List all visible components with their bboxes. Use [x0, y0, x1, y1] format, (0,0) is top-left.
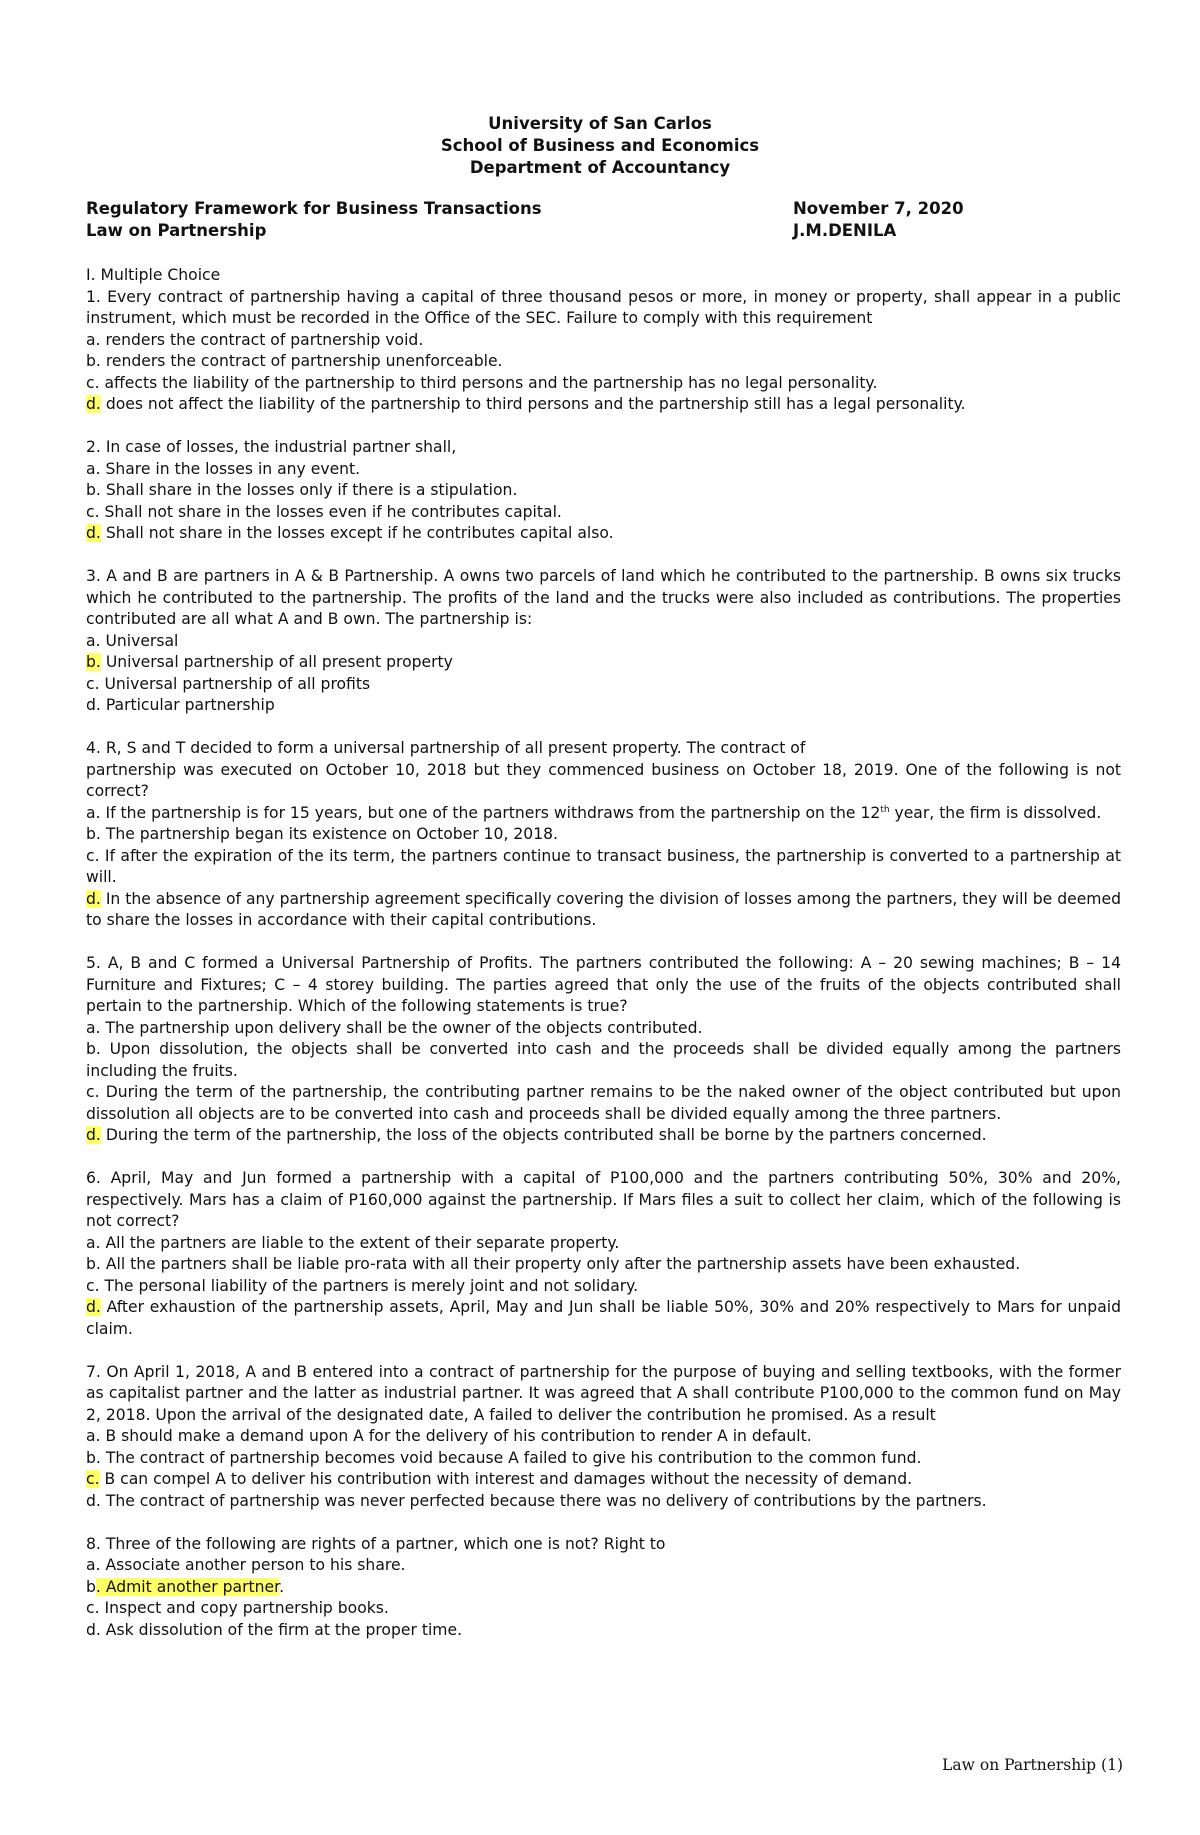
choice-b: b. renders the contract of partnership unenforceable. — [86, 352, 503, 370]
question-3 — [86, 566, 1121, 717]
question-stem-line1: 4. R, S and T decided to form a universal partnership of all present property. The contract of — [86, 739, 806, 757]
choice-b: b. Universal partnership of all present property — [86, 653, 453, 671]
choice-d: d. Shall not share in the losses except if he contributes capital also. — [86, 524, 614, 542]
school-name: School of Business and Economics — [440, 136, 760, 155]
university-name: University of San Carlos — [488, 114, 712, 133]
choice-d: d. Ask dissolution of the firm at the proper time. — [86, 1620, 463, 1639]
question-stem: 3. A and B are partners in A & B Partnership. A owns two parcels of land which he contributed to the partnership. B owns six trucks which he contributed to the partnership. The profits of the land and the trucks were also included as contributions. The properties contributed are all what A and B own. The partnership is: — [86, 567, 1121, 628]
choice-c: c. If after the expiration of the its term, the partners continue to transact business, the partnership is converted to a partnership at will. — [86, 846, 1121, 886]
department-name: Department of Accountancy — [469, 158, 731, 177]
course-topic: Law on Partnership — [86, 221, 267, 240]
document-date: November 7, 2020 — [793, 199, 964, 218]
choice-d: d. During the term of the partnership, the loss of the objects contributed shall be borne by the partners concerned. — [86, 1126, 987, 1144]
course-title: Regulatory Framework for Business Transactions — [86, 199, 542, 218]
choice-c: c. Shall not share in the losses even if he contributes capital. — [86, 502, 562, 521]
question-7 — [86, 1362, 1121, 1513]
page-footer: Law on Partnership (1) — [942, 1756, 1123, 1774]
answer-highlight: . Admit another partner — [95, 1577, 280, 1596]
choice-c: c. Universal partnership of all profits — [86, 674, 371, 693]
question-stem: 8. Three of the following are rights of a partner, which one is not? Right to — [86, 1534, 666, 1553]
answer-highlight: d. — [86, 1126, 101, 1144]
document-author: J.M.DENILA — [793, 221, 897, 240]
answer-highlight: b. — [86, 653, 101, 671]
answer-highlight: d. — [86, 1298, 101, 1316]
question-6 — [86, 1168, 1121, 1340]
answer-highlight: d. — [86, 524, 101, 542]
question-stem: 7. On April 1, 2018, A and B entered into a contract of partnership for the purpose of buying and selling textbooks, with the former as capitalist partner and the latter as industrial partner. It was agreed that A shall contribute P100,000 to the common fund on May 2, 2018. Upon the arrival of the designated date, A failed to deliver the contribution he promised. As a result — [86, 1362, 1121, 1424]
document-header — [0, 113, 1200, 179]
choice-a: a. Universal — [86, 631, 179, 650]
section-title: I. Multiple Choice — [86, 266, 221, 284]
question-8 — [86, 1534, 1121, 1642]
answer-highlight: d. — [86, 395, 101, 413]
choice-c: c. Inspect and copy partnership books. — [86, 1599, 389, 1617]
choice-d: d. does not affect the liability of the partnership to third persons and the partnership still has a legal personality. — [86, 395, 966, 413]
choice-a: a. If the partnership is for 15 years, but one of the partners withdraws from the partnership on the 12th year, the firm is dissolved. — [86, 803, 1102, 822]
choice-c: c. During the term of the partnership, the contributing partner remains to be the naked owner of the object contributed but upon dissolution all objects are to be converted into cash and proceeds shall be divided equally among the three partners. — [86, 1083, 1121, 1123]
choice-a: a. All the partners are liable to the extent of their separate property. — [86, 1233, 620, 1252]
choice-c: c. The personal liability of the partners is merely joint and not solidary. — [86, 1276, 639, 1295]
choice-d: d. Particular partnership — [86, 696, 275, 714]
choice-a: a. The partnership upon delivery shall be the owner of the objects contributed. — [86, 1018, 703, 1037]
choice-b: b. The contract of partnership becomes void because A failed to give his contribution to the common fund. — [86, 1448, 922, 1467]
question-4 — [86, 738, 1121, 932]
choice-d: d. In the absence of any partnership agreement specifically covering the division of losses among the partners, they will be deemed to share the losses in accordance with their capital contributions. — [86, 889, 1121, 929]
choice-b: b. Admit another partner. — [86, 1577, 285, 1596]
question-stem: 2. In case of losses, the industrial partner shall, — [86, 438, 457, 456]
choice-d: d. The contract of partnership was never perfected because there was no delivery of contributions by the partners. — [86, 1491, 987, 1510]
document-content — [86, 265, 1121, 1663]
question-5 — [86, 953, 1121, 1147]
choice-b: b. The partnership began its existence on October 10, 2018. — [86, 825, 559, 843]
question-stem: 1. Every contract of partnership having a capital of three thousand pesos or more, in money or property, shall appear in a public instrument, which must be recorded in the Office of the SEC. Failure to comply with this requirement — [86, 287, 1121, 327]
question-stem: partnership was executed on October 10, 2018 but they commenced business on October 18, 2019. One of the following is not correct? — [86, 760, 1121, 800]
choice-c: c. affects the liability of the partnership to third persons and the partnership has no legal personality. — [86, 373, 878, 392]
choice-a: a. B should make a demand upon A for the delivery of his contribution to render A in default. — [86, 1427, 812, 1445]
question-2 — [86, 437, 1121, 545]
choice-a: a. Share in the losses in any event. — [86, 459, 361, 478]
choice-b: b. Upon dissolution, the objects shall be converted into cash and the proceeds shall be divided equally among the partners including the fruits. — [86, 1040, 1121, 1080]
answer-highlight: d. — [86, 889, 101, 908]
question-stem: 5. A, B and C formed a Universal Partnership of Profits. The partners contributed the following: A – 20 sewing machines; B – 14 Furniture and Fixtures; C – 4 storey building. The parties agreed that only the use of the fruits of the objects contributed shall pertain to the partnership. Which of the following statements is true? — [86, 954, 1121, 1015]
choice-a: a. Associate another person to his share. — [86, 1556, 406, 1574]
choice-b: b. Shall share in the losses only if there is a stipulation. — [86, 481, 518, 499]
answer-highlight: c. — [86, 1470, 100, 1488]
choice-c: c. B can compel A to deliver his contribution with interest and damages without the necessity of demand. — [86, 1470, 913, 1488]
choice-a: a. renders the contract of partnership void. — [86, 330, 424, 349]
question-1 — [86, 287, 1121, 416]
question-stem: 6. April, May and Jun formed a partnership with a capital of P100,000 and the partners contributing 50%, 30% and 20%, respectively. Mars has a claim of P160,000 against the partnership. If Mars files a suit to collect her claim, which of the following is not correct? — [86, 1169, 1121, 1230]
choice-d: d. After exhaustion of the partnership assets, April, May and Jun shall be liable 50%, 30% and 20% respectively to Mars for unpaid claim. — [86, 1298, 1121, 1338]
course-info — [86, 198, 1126, 242]
choice-b: b. All the partners shall be liable pro-rata with all their property only after the partnership assets have been exhausted. — [86, 1255, 1021, 1273]
